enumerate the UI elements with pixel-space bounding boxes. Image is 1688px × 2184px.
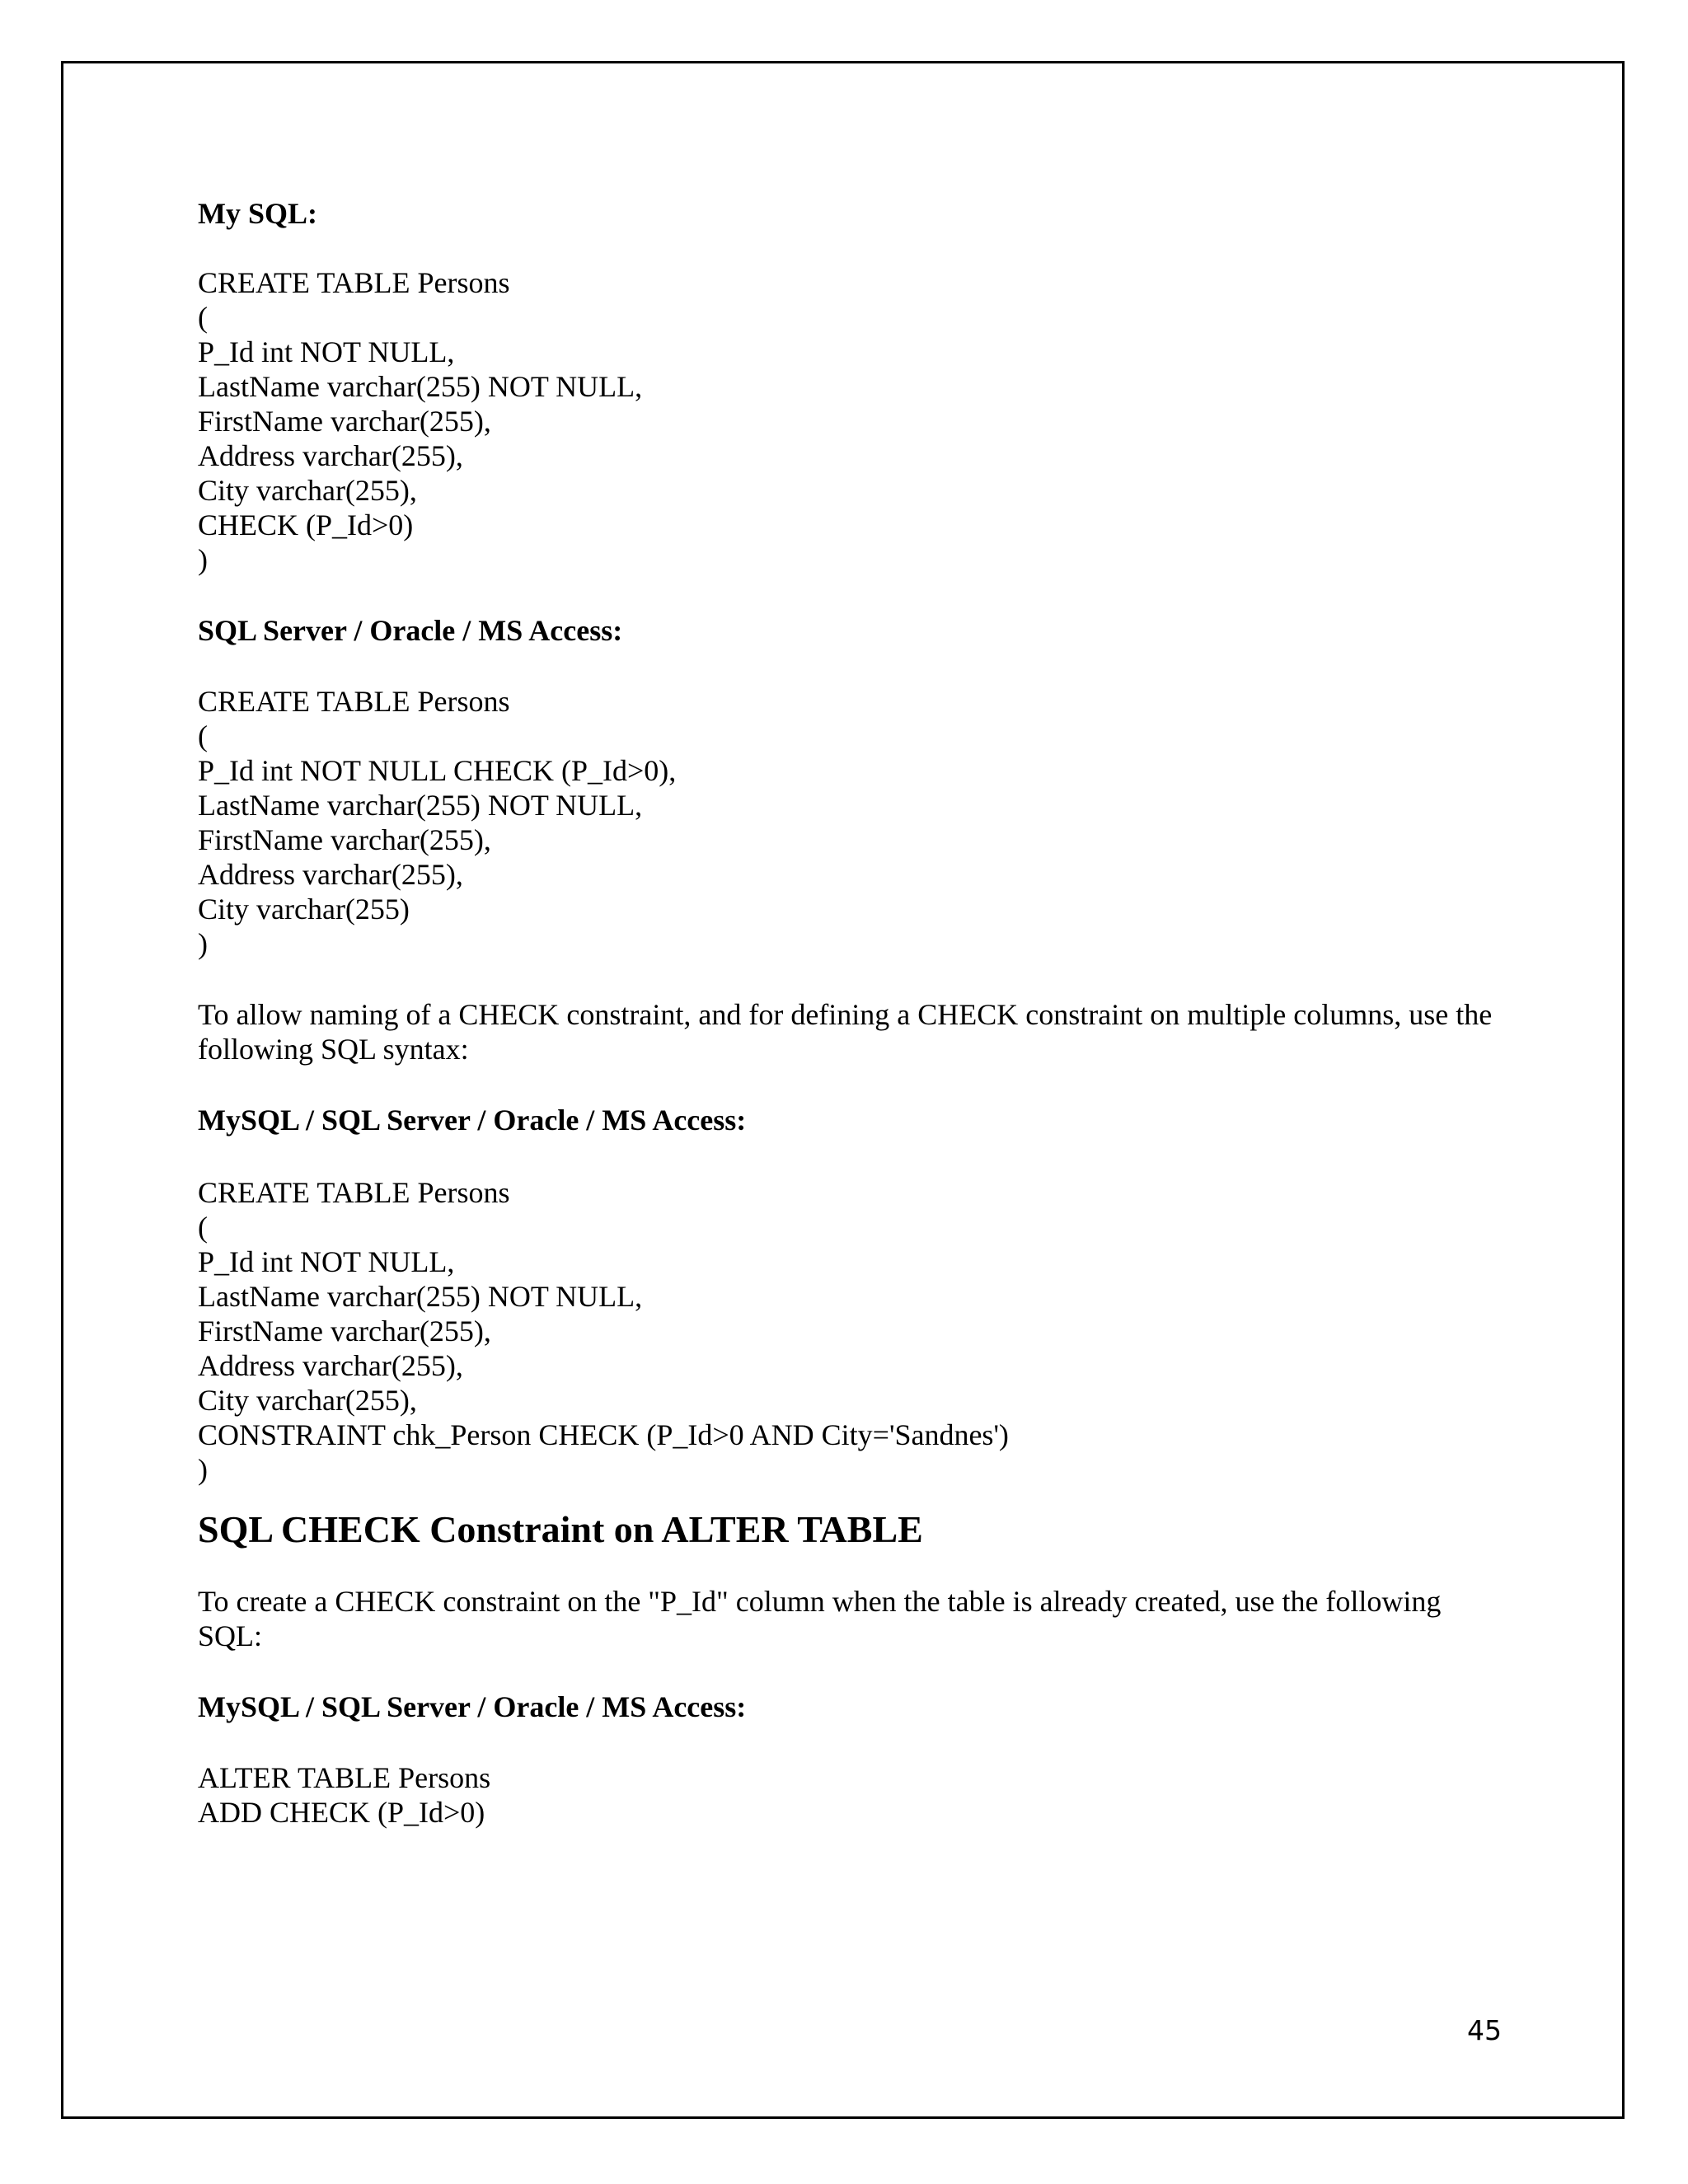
code-line: FirstName varchar(255), — [198, 823, 491, 856]
code-line: ALTER TABLE Persons — [198, 1761, 491, 1794]
code-line: FirstName varchar(255), — [198, 1315, 491, 1347]
code-block-named-constraint — [198, 1175, 1500, 1487]
code-line: City varchar(255) — [198, 893, 410, 926]
page-content — [198, 196, 1500, 1830]
code-line: CREATE TABLE Persons — [198, 266, 510, 299]
code-line: CREATE TABLE Persons — [198, 685, 510, 718]
code-line: Address varchar(255), — [198, 439, 463, 472]
code-line: ) — [198, 927, 208, 960]
code-line: Address varchar(255), — [198, 858, 463, 891]
code-block-alter — [198, 1760, 1500, 1830]
page-number: 45 — [1467, 2014, 1502, 2046]
code-block-sqlserver — [198, 684, 1500, 961]
alter-paragraph: To create a CHECK constraint on the "P_Id" column when the table is already created, use the following SQL: — [198, 1585, 1442, 1652]
code-line: P_Id int NOT NULL CHECK (P_Id>0), — [198, 754, 677, 787]
code-line: Address varchar(255), — [198, 1349, 463, 1382]
code-line: ) — [198, 1453, 208, 1486]
subhead-mysql: My SQL: — [198, 197, 318, 230]
code-line: FirstName varchar(255), — [198, 405, 491, 438]
subhead-sqlserver: SQL Server / Oracle / MS Access: — [198, 614, 623, 647]
code-line: P_Id int NOT NULL, — [198, 1245, 455, 1278]
alter-table-heading: SQL CHECK Constraint on ALTER TABLE — [198, 1508, 923, 1550]
code-line: ( — [198, 719, 208, 752]
code-line: City varchar(255), — [198, 474, 417, 507]
code-line: P_Id int NOT NULL, — [198, 335, 455, 368]
code-line: ( — [198, 1211, 208, 1244]
code-line: LastName varchar(255) NOT NULL, — [198, 370, 643, 403]
code-line: ) — [198, 543, 208, 576]
code-line: ADD CHECK (P_Id>0) — [198, 1796, 485, 1829]
naming-paragraph: To allow naming of a CHECK constraint, and for defining a CHECK constraint on multiple columns, use the following SQL syntax: — [198, 998, 1493, 1066]
code-line: LastName varchar(255) NOT NULL, — [198, 1280, 643, 1313]
subhead-all-create: MySQL / SQL Server / Oracle / MS Access: — [198, 1104, 747, 1137]
code-line: City varchar(255), — [198, 1384, 417, 1417]
code-block-mysql — [198, 265, 1500, 577]
code-line: CHECK (P_Id>0) — [198, 509, 414, 541]
code-line: CONSTRAINT chk_Person CHECK (P_Id>0 AND City='Sandnes') — [198, 1418, 1009, 1451]
code-line: CREATE TABLE Persons — [198, 1176, 510, 1209]
code-line: ( — [198, 301, 208, 334]
subhead-all-alter: MySQL / SQL Server / Oracle / MS Access: — [198, 1690, 747, 1723]
code-line: LastName varchar(255) NOT NULL, — [198, 789, 643, 822]
